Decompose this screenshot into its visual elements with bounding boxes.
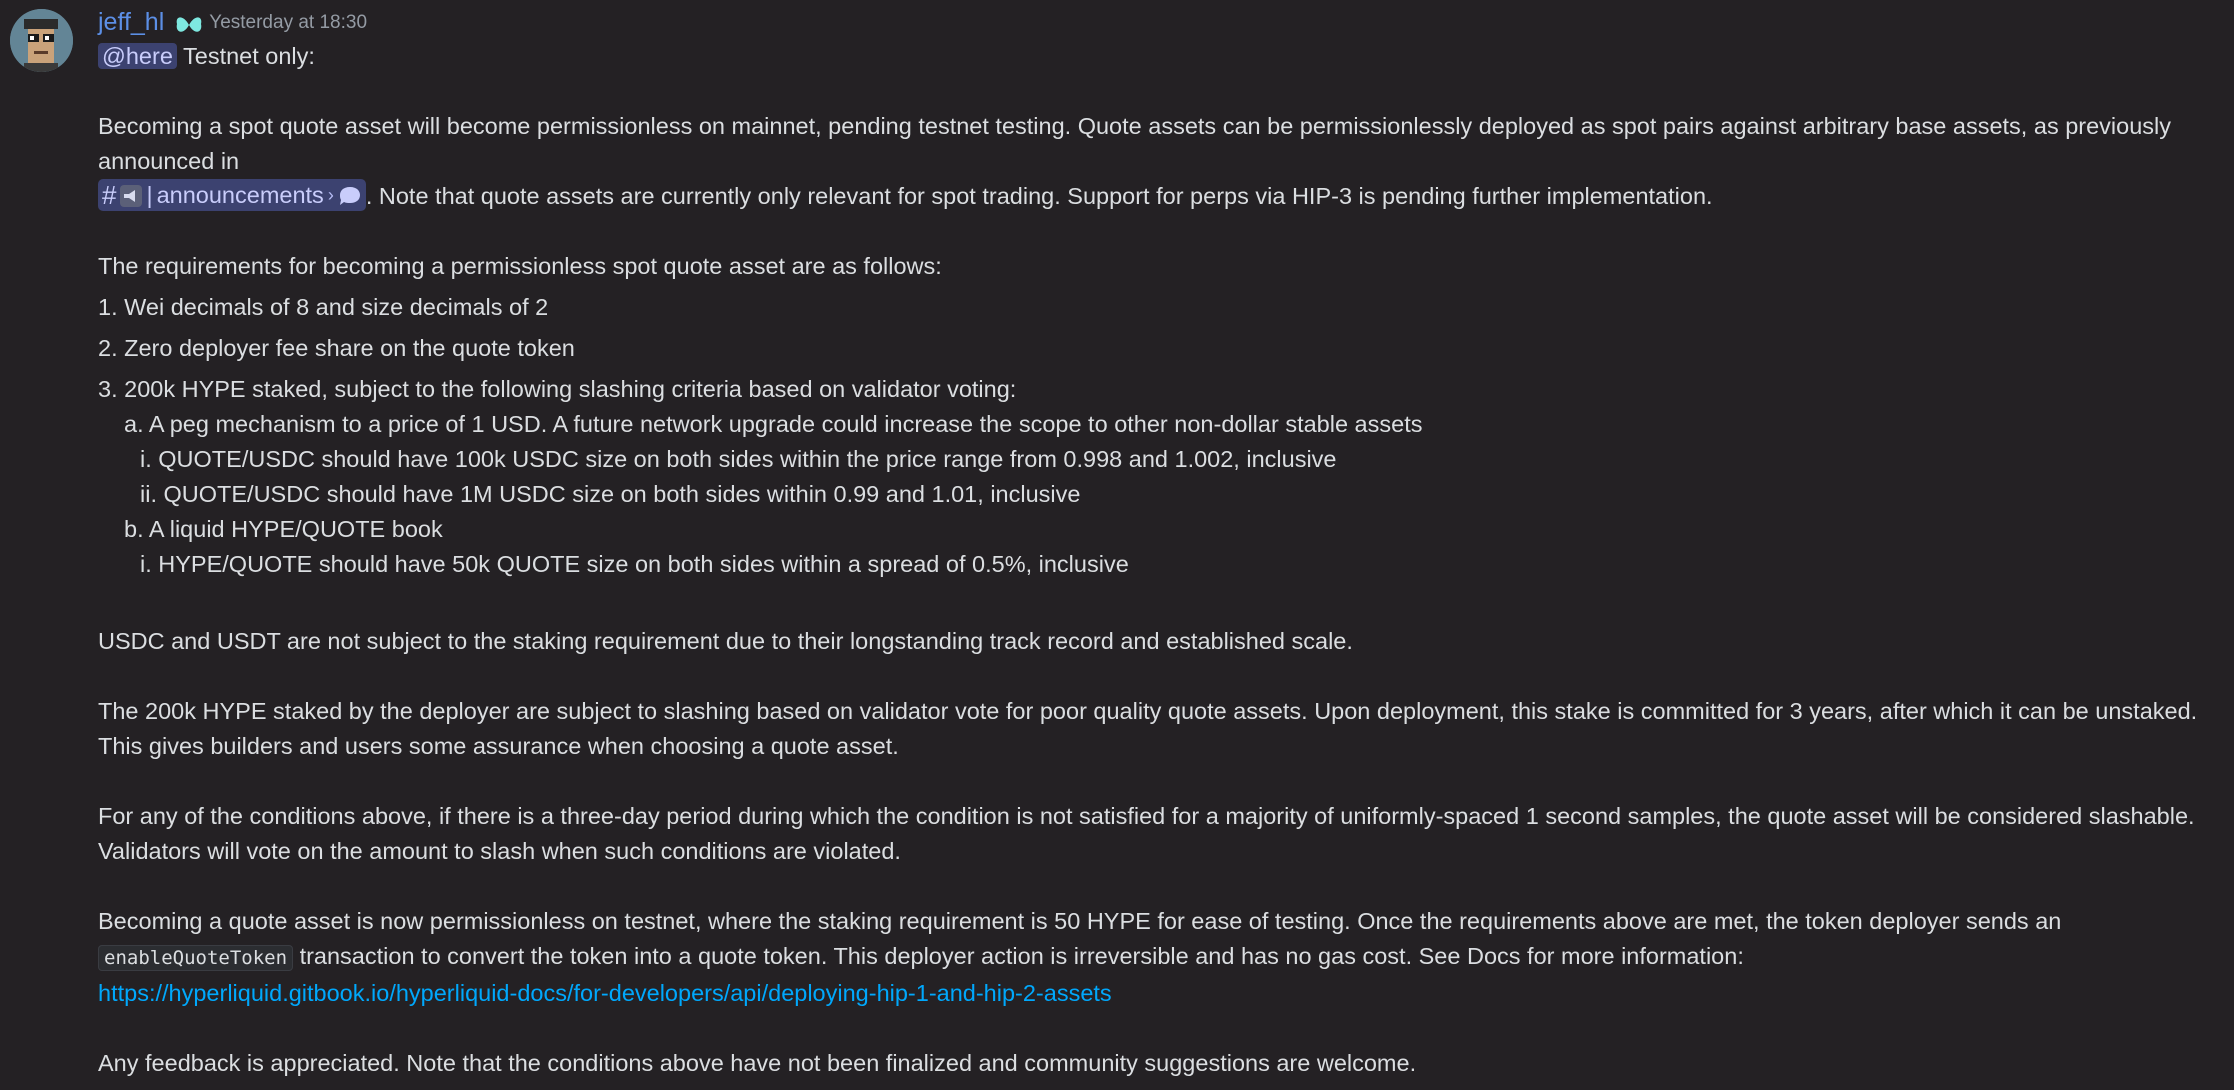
channel-name: announcements bbox=[156, 182, 324, 208]
channel-separator: | bbox=[146, 182, 153, 208]
requirement-3b-i: i. HYPE/QUOTE should have 50k QUOTE size on both sides within a spread of 0.5%, inclusive bbox=[140, 551, 1129, 577]
requirement-3a: a. A peg mechanism to a price of 1 USD. A future network upgrade could increase the scope to other non-dollar stable assets bbox=[124, 411, 1423, 437]
paragraph-feedback: Any feedback is appreciated. Note that the conditions above have not been finalized and community suggestions are welcome. bbox=[98, 1050, 1417, 1076]
chevron-right-icon: › bbox=[327, 185, 334, 205]
requirement-3b: b. A liquid HYPE/QUOTE book bbox=[124, 516, 443, 542]
paragraph-testnet-after: transaction to convert the token into a quote token. This deployer action is irreversible and has no gas cost. See Docs for more information: bbox=[299, 943, 1744, 969]
thread-bubble-icon bbox=[338, 184, 362, 206]
first-line bbox=[98, 39, 2208, 74]
user-avatar[interactable] bbox=[10, 9, 73, 72]
message-header bbox=[98, 5, 2208, 39]
message-content bbox=[98, 5, 2208, 1081]
message-timestamp[interactable]: Yesterday at 18:30 bbox=[209, 11, 368, 33]
channel-link-announcements[interactable] bbox=[98, 179, 366, 211]
username[interactable]: jeff_hl bbox=[98, 7, 165, 36]
paragraph-testnet bbox=[98, 904, 2208, 1011]
paragraph-intro-after: . Note that quote assets are currently only relevant for spot trading. Support for perps via HIP-3 is pending further implementation. bbox=[365, 183, 1713, 209]
paragraph-usdc: USDC and USDT are not subject to the staking requirement due to their longstanding track record and established scale. bbox=[98, 628, 1353, 654]
first-line-text: Testnet only: bbox=[183, 43, 315, 69]
paragraph-intro bbox=[98, 109, 2208, 214]
requirement-3a-i: i. QUOTE/USDC should have 100k USDC size on both sides within the price range from 0.998 and 1.002, inclusive bbox=[140, 446, 1337, 472]
requirement-3: 3. 200k HYPE staked, subject to the following slashing criteria based on validator voting: bbox=[98, 376, 1017, 402]
inline-code: enableQuoteToken bbox=[98, 945, 293, 971]
megaphone-icon bbox=[120, 184, 142, 206]
paragraph-intro-text: Becoming a spot quote asset will become permissionless on mainnet, pending testnet testing. Quote assets can be permissionlessly deployed as spot pairs against arbitrary base assets, as previously announced in bbox=[98, 113, 2172, 174]
paragraph-slashing: The 200k HYPE staked by the deployer are subject to slashing based on validator vote for poor quality quote assets. Upon deployment, this stake is committed for 3 years, after which it can be unstaked. This gives builders and users some assurance when choosing a quote asset. bbox=[98, 698, 2198, 759]
butterfly-badge-icon[interactable] bbox=[173, 11, 205, 33]
hash-icon: # bbox=[102, 180, 117, 210]
requirement-2: 2. Zero deployer fee share on the quote token bbox=[98, 335, 575, 361]
paragraph-conditions: For any of the conditions above, if there is a three-day period during which the condition is not satisfied for a majority of uniformly-spaced 1 second samples, the quote asset will be considered slashable. Validators will vote on the amount to slash when such conditions are violated. bbox=[98, 803, 2195, 864]
requirements-intro: The requirements for becoming a permissionless spot quote asset are as follows: bbox=[98, 253, 942, 279]
paragraph-testnet-before: Becoming a quote asset is now permissionless on testnet, where the staking requirement is 50 HYPE for ease of testing. Once the requirements above are met, the token deployer sends an bbox=[98, 908, 2062, 934]
requirement-1: 1. Wei decimals of 8 and size decimals of 2 bbox=[98, 294, 549, 320]
docs-link[interactable]: https://hyperliquid.gitbook.io/hyperliquid-docs/for-developers/api/deploying-hip-1-and-hip-2-assets bbox=[98, 980, 1112, 1006]
here-mention[interactable]: @here bbox=[98, 43, 177, 69]
requirement-3a-ii: ii. QUOTE/USDC should have 1M USDC size on both sides within 0.99 and 1.01, inclusive bbox=[140, 481, 1081, 507]
